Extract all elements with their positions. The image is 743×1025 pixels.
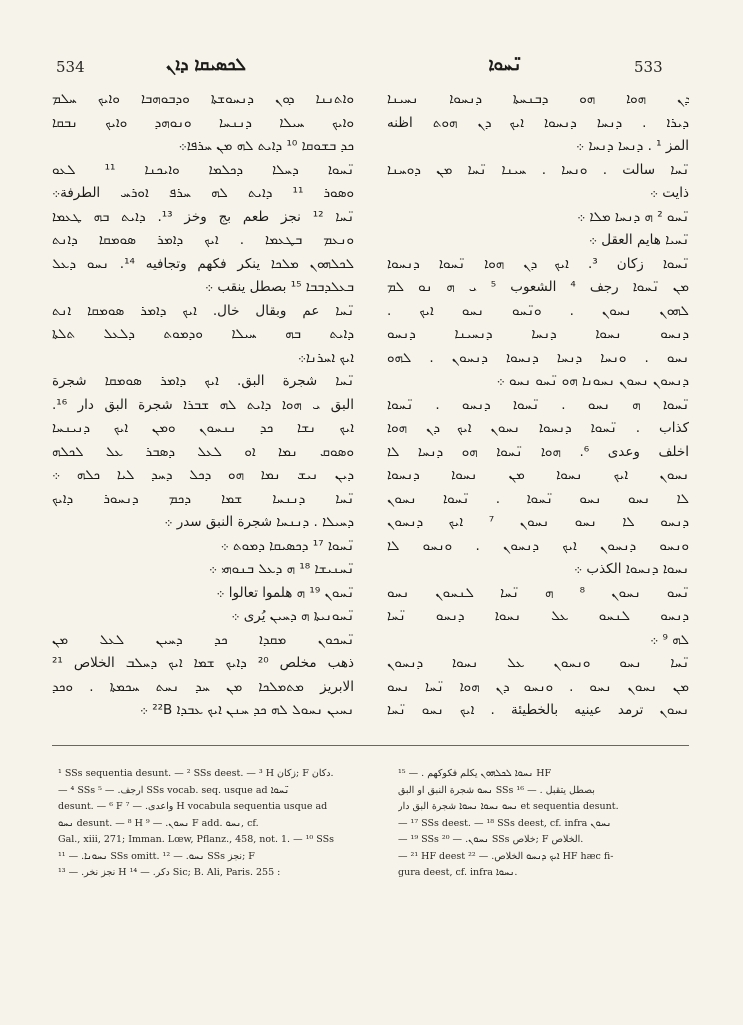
footnote-line: ܢܚܘ desunt. — ⁸ H ܢܚܘܢ. — ⁹ F add. ܢܚܘ, cf. <box>58 817 259 829</box>
text-line: البق ܝ ܗܘܐ ܕܐܝܬ ܠܗ ܫܒܪܐ شجرة البق دار ¹⁶. <box>52 396 354 413</box>
left-text-column <box>52 88 354 728</box>
text-line: ܕܝܪܐ . ܕܢܚܐ ܕܢܚܘܐ ܐܝܟ ܕܢ ܗܘܬ اظنه <box>387 114 689 131</box>
text-line: ܕܢܚܘܢ ܢܚܘܢ ܢܚܘܢܐ ܗܘ ܢ̈ܚܘ ܢܚܘ ܀ <box>496 373 689 389</box>
text-line: ܢ̈ܚܘ ² ܗ ܕܢܚܐ ܡܠܐ ܀ <box>577 208 689 225</box>
text-line: ܕܢܚܘ ܢܚܘܐ ܕܢܚܐ ܕܢܚܝܢܐ ܕܢܚܘ <box>387 326 689 342</box>
text-line: ܐܝܟ ܢܫܐ ܟܕ ܢܢܚܘܢ ܘܡܢ ܐܝܟ ܕܢܝܢܚܐ <box>52 420 354 436</box>
text-line: ܡܢ ܢ̈ܚܘܐ رجف ⁴ الشعوب ⁵ ܝ ܗ ܢܘ ܠܡ <box>387 279 689 295</box>
text-line: ذايت ܀ <box>649 185 689 201</box>
text-line: ܡܢ ܢܚܘܢ ܢܚܘ . ܘܢܚܘ ܕܢ ܗܘܐ ܢ̈ܚܐ ܢܚܘ <box>387 678 689 695</box>
text-line: ܢ̈ܚܘܐ ܕܚܠܐ ܕܟܠܡܐ ܘܐܝܟܢܐ ¹¹ ܠܥܘ <box>52 161 354 178</box>
text-line: ܢ̈ܚܘܐ ¹⁷ ܕܟܣܝܩܐ ܕܡܘܬ ܀ <box>220 537 354 554</box>
text-line: ܕܚܝܠܐ . ܕܢܢܚܐ شجرة النبق سدر ܀ <box>164 514 354 530</box>
text-line: ܘܐܝܟ ܚܝܠܐ ܕܢܢܚܐ ܘܢܘܗܕ ܘܐܝܟ ܢܒܩܐ <box>52 114 354 131</box>
footnote-divider <box>52 745 689 746</box>
footnote-line: — ²¹ HF deest ܐܝܟ ܕܢܚܘ الخلاص. — ²² HF hæc fi- <box>398 850 614 862</box>
text-line: ܢ̈ܚܐ عم وبقال خال. ܐܝܟ ܕܐܡܪ ܣܘܡܩܐ ܐܢܬ <box>52 302 354 319</box>
text-line: ܢ̈ܚܘܢ ¹⁹ ܗ هلموا تعالوا ܀ <box>216 584 354 601</box>
text-line: ܢ̈ܚܘ ܢܚܘܢ ⁸ ܗ ܢ̈ܚܐ ܠܢܚܘܢ ܢܚܘ <box>387 584 689 601</box>
right-running-title: ܢ̈ܚܘܐ <box>488 55 522 75</box>
text-line: ܘܣܘܩ ܢܡܐ ܐܘ ܠܥܠ ܕܣܒܪ ܥܠ ܠܟܠܗ <box>52 443 354 460</box>
text-line: ܢ̈ܚܢܝܫܐ ¹⁸ ܗ ܕܥܠ ܒܢܘܗܝ ܀ <box>208 561 354 577</box>
footnote-line: gura deest, cf. infra ܢܚܘܐ. <box>398 867 518 878</box>
text-line: ܢ̈ܚܐ سالت . ܘܢܚܐ . ܚܝܢܐ ܢ̈ܚܐ ܡܢ ܕܘܚܢܐ <box>387 161 689 178</box>
text-line: ܒܥܠܕܒܒܐ ¹⁵ بصطل ينقب ܀ <box>205 279 354 295</box>
text-line: ܢ̈ܚܐ ܕܢܢܚܐ ܫܡܐ ܕܟܡ ܕܢܚܘܪ ܕܐܝܟ <box>52 490 354 507</box>
text-line: ܢ̈ܚܟܘܢ ܡܩܕܐ ܟܕ ܕܚܝܢ ܠܥܠ ܡܢ <box>52 631 354 648</box>
text-line: ܢܚܘܢ ترمد عينيه بالخطيئة . ܐܝܟ ܢܚܘ ܢ̈ܚܐ <box>387 702 689 718</box>
text-line: ܢܚܘ . ܘܢܚܐ ܕܢܚܐ ܕܢܚܘܐ ܕܢܚܘܢ . ܠܗܘ <box>387 349 689 366</box>
text-line: ܢ̈ܚܘܐ زكان ³. ܐܝܟ ܕܢ ܗܘܐ ܢ̈ܚܘܐ ܕܢܚܘܐ <box>387 255 689 272</box>
text-line: ܕܢܚܘ ܠܢܚܘ ܥܠ ܢܚܘܐ ܕܢܚܘ ܢ̈ܚܐ <box>387 608 689 624</box>
right-footnotes <box>398 766 698 882</box>
text-line: ܠܗ ⁹ ܀ <box>650 631 689 648</box>
text-line: ܠܟܠܗܘܢ ܡܠܟܐ ينكر فكهم وتجافيه ¹⁴. ܢܚܘ ܕܥܠ <box>52 255 354 272</box>
right-text-column <box>387 88 689 728</box>
footnote-line: — ⁴ SSs ارجف. — ⁵ SSs vocab. seq. usque ad ܢ̈ܚܘܐ <box>58 784 289 796</box>
left-footnotes <box>58 766 358 882</box>
text-line: ܢ̈ܚܘܢܝܬܐ ܗ ܕܚܝܢ يُرى ܀ <box>231 608 354 624</box>
footnote-line: ܢܚܘܢܐ. — ¹¹ SSs omitt. ܢܚܘ. — ¹² SSs نجز; F <box>58 850 255 862</box>
footnote-line: ܢܚܘ ܢܚܘܐ ܢܚܘܐ شجرة البق دار et sequentia desunt. <box>398 801 619 812</box>
right-page-number: 533 <box>634 58 663 76</box>
text-line: ܢ̈ܚܝܐ هايم العقل ܀ <box>588 232 689 248</box>
footnote-line: — ¹⁹ SSs ܢܚܘܢ. — ²⁰ SSs خلاص; F الخلاص. <box>398 834 584 845</box>
text-line: ܕܐܝܬ ܒܗ ܚܝܠܐ ܘܕܡܘܬ ܕܠܥܠ ܬܠܬܐ <box>52 326 354 342</box>
text-line: الابريز ܡܬܡܠܟܐ ܡܢ ܚܕ ܢܚܬ ܚܟܡܬܐ . ܘܟܕ <box>52 678 354 695</box>
text-line: ܕܢ ܗܘܐ ܗܘ ܕܒܢܚܬܐ ܕܢܚܘܐ ܢܚܝܢܐ <box>387 91 689 107</box>
text-line: ܢ̈ܚܐ شجرة البق. ܐܝܟ ܕܐܡܪ ܣܘܡܩܐ شجرة <box>52 373 354 389</box>
left-page-number: 534 <box>56 58 85 76</box>
text-line: ܕܝܢ ܢܝܫ ܢܡܐ ܗܘ ܕܟܠ ܕܚܕ ܠܝܐ ܟܠܗ ܀ <box>52 467 354 483</box>
text-line: ܢܚܘܐ ܕܢܚܘܐ الكذب ܀ <box>573 561 689 577</box>
footnote-line: Gal., xiii, 271; Imman. Lœw, Pflanz., 458, not. 1. — ¹⁰ SSs <box>58 834 334 845</box>
text-line: ܢ̈ܚܘܐ ܗ ܢܚܘ . ܢ̈ܚܘܐ ܕܢܚܘ . ܢ̈ܚܘܐ <box>387 396 689 413</box>
text-line: ܢܚܝܢ ܢܚܘܠ ܠܗ ܟܕ ܚܢܢ ܐܝܟ ܥܒܕܐ ²²B ܀ <box>139 702 354 718</box>
footnote-line: ܢܚܘ شجرة النبق او البق SSs ¹⁶ — . بصطل يتقبل <box>398 784 595 796</box>
footnote-line: ¹ SSs sequentia desunt. — ² SSs deest. — ³ H زكان; F دكان. <box>58 768 334 779</box>
text-line: ܢܚܘܢ ܐܝܟ ܢܚܘܐ ܡܢ ܢܚܘܐ ܕܢܚܘܐ <box>387 467 689 483</box>
text-line: ܢ̈ܚܐ ¹² نجز طعم بج وخز ¹³. ܕܐܝܬ ܒܗ ܛܥܡܐ <box>52 208 354 225</box>
text-line: ܠܐ ܢܚܘ ܢܚܘ ܢ̈ܚܘܐ . ܢ̈ܚܘܐ ܢܚܘܢ <box>387 490 689 507</box>
text-line: ܠܗܘܢ ܢܚܘܢ . ܘܢ̈ܚܘ ܢܚܘ ܐܝܟ . <box>387 302 689 319</box>
text-line: ܘܣܘܪ ¹¹ ܕܐܝܬ ܠܗ ܚܪܦ ܐܘܪܚ الطرفة܀ <box>52 185 354 201</box>
footnote-line: — ¹⁷ SSs deest. — ¹⁸ SSs deest, cf. infra ܢܚܘܢ <box>398 817 612 829</box>
text-line: ܢ̈ܚܐ ܢܚܘ ܘܢܚܘܢ ܥܠ ܢܚܘܐ ܕܢܚܘܢ <box>387 655 689 671</box>
text-line: ܘܐܬܢܢܐ ܕܘܢ ܕܢܚܘܫܬܐ ܘܕܒܘܗܒܐ ܘܐܝܟ ܚܠܡ <box>52 91 354 107</box>
footnote-line: ܢܚܘܐ ܠܟܠܗܘܢ يكلم فكوكهم . — ¹⁵ HF <box>398 768 552 779</box>
footnote-line: desunt. — ⁶ F واعدى. — ⁷ H vocabula sequentia usque ad <box>58 801 328 812</box>
text-line: ܕܢܚܘ ܠܐ ܢܚܘ ܢܚܘܢ ⁷ ܐܝܟ ܕܢܚܘܢ <box>387 514 689 530</box>
text-line: اخلف وعدى ⁶. ܗܘܐ ܢ̈ܚܘܐ ܗܘ ܕܢܚܐ ܠܐ <box>387 443 689 460</box>
text-line: ذهب مخلص ²⁰ ܕܐܝܟ ܫܡܐ ܐܝܟ ܕܚܠܒ الخلاص ²¹ <box>52 655 354 671</box>
text-line: كذاب . ܢ̈ܚܘܐ ܕܢܚܘܐ ܢܚܘܢ ܐܝܟ ܕܢ ܗܘܐ <box>387 420 689 436</box>
text-line: ܟܕ ܒܫܘܩܐ ¹⁰ ܕܐܝܬ ܠܗ ܡܢ ܚܪܦܐ܀ <box>178 138 354 154</box>
text-line: ܐܝܟ ܐܚܪܢܐ܀ <box>297 349 354 366</box>
text-line: ܘܢܚܘ ܕܢܚܘܢ ܐܝܟ ܕܢܚܘܢ . ܘܢܚܘ ܠܐ <box>387 537 689 554</box>
footnote-line: نجز نخر. — ¹³ H دكر. — ¹⁴ Sic; B. Ali, Paris. 255 : <box>58 867 281 878</box>
text-line: المز ¹ . ܕܢܚܐ ܕܢܚܐ ܀ <box>576 138 689 154</box>
text-line: ܘܢܥܡ ܒܛܥܡܐ . ܐܝܟ ܕܐܡܪ ܣܘܡܩܐ ܕܐܢܬ <box>52 232 354 248</box>
left-running-title: ܠܟܣܝܩܐ ܕܐܢ <box>166 55 246 75</box>
